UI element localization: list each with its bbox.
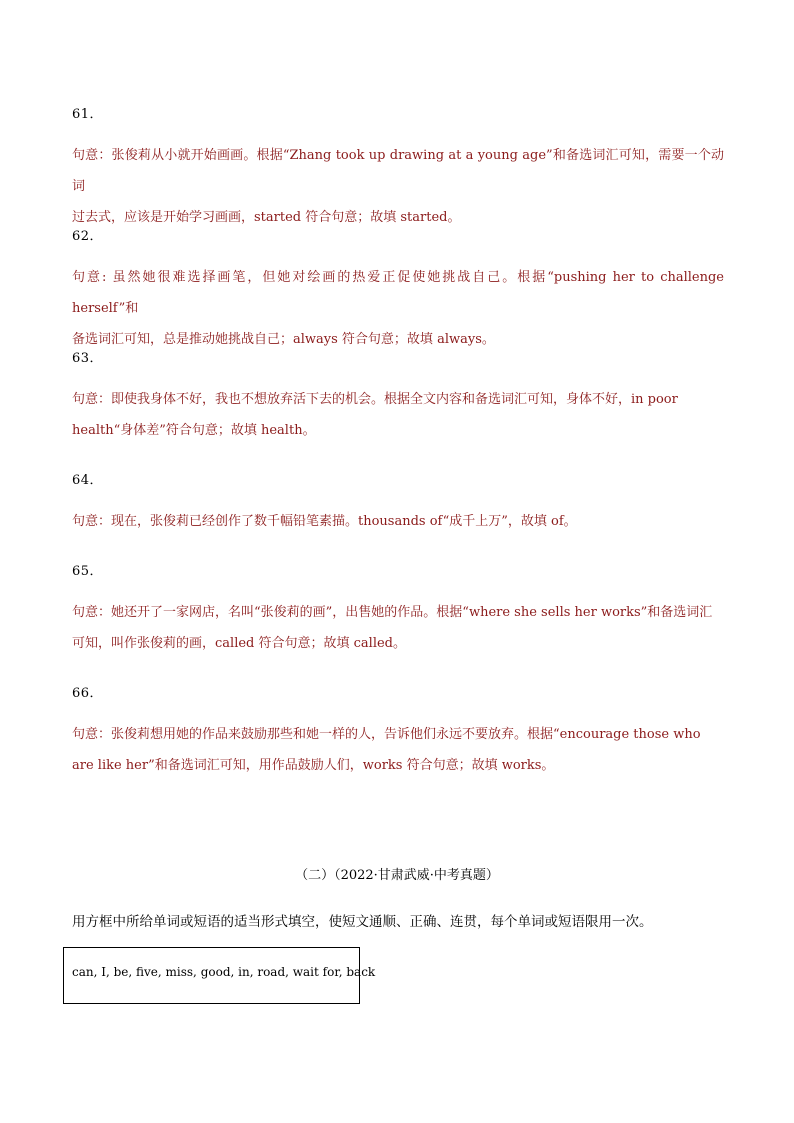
explanation-62-line-1: 句意: 虽然她很难选择画笔，但她对绘画的热爱正促使她挑战自己。根据“pushing her to challenge herself”和 xyxy=(72,270,724,316)
explanation-65-line-1: 句意：她还开了一家网店，名叫“张俊莉的画”，出售她的作品。根据“where she sells her works”和备选词汇 xyxy=(72,605,713,620)
item-number-65: 65． xyxy=(72,564,104,579)
explanation-66-line-2: are like her”和备选词汇可知，用作品鼓励人们，works 符合句意；故填 works。 xyxy=(72,758,555,773)
word-bank-box xyxy=(63,947,376,1004)
explanation-61 xyxy=(72,140,724,233)
item-number-66: 66． xyxy=(72,686,104,701)
word-bank-text: can, I, be, five, miss, good, in, road, wait for, back xyxy=(72,965,376,979)
explanation-64-line-1: 句意：现在，张俊莉已经创作了数千幅铅笔素描。thousands of“成千上万”，故填 of。 xyxy=(72,514,577,529)
section-title: （二）（2022·甘肃武威·中考真题） xyxy=(295,868,499,883)
explanation-65 xyxy=(72,597,724,659)
explanation-62 xyxy=(72,262,724,355)
section-instruction: 用方框中所给单词或短语的适当形式填空，使短文通顺、正确、连贯，每个单词或短语限用一次。 xyxy=(72,914,653,930)
explanation-63-line-1: 句意：即使我身体不好，我也不想放弃活下去的机会。根据全文内容和备选词汇可知，身体不好，in poor xyxy=(72,392,678,407)
item-number-63: 63． xyxy=(72,351,104,366)
explanation-64 xyxy=(72,506,724,537)
explanation-65-line-2: 可知，叫作张俊莉的画，called 符合句意；故填 called。 xyxy=(72,636,406,651)
item-number-64: 64． xyxy=(72,473,104,488)
explanation-66 xyxy=(72,719,724,781)
item-number-61: 61． xyxy=(72,107,104,122)
explanation-61-line-2: 过去式，应该是开始学习画画，started 符合句意；故填 started。 xyxy=(72,210,461,225)
explanation-66-line-1: 句意：张俊莉想用她的作品来鼓励那些和她一样的人，告诉他们永远不要放弃。根据“encourage those who xyxy=(72,727,701,742)
explanation-63-line-2: health“身体差”符合句意；故填 health。 xyxy=(72,423,316,438)
explanation-63 xyxy=(72,384,724,446)
explanation-62-line-2: 备选词汇可知，总是推动她挑战自己；always 符合句意；故填 always。 xyxy=(72,332,495,347)
item-number-62: 62． xyxy=(72,229,104,244)
explanation-61-line-1: 句意：张俊莉从小就开始画画。根据“Zhang took up drawing at a young age”和备选词汇可知，需要一个动词 xyxy=(72,148,724,194)
